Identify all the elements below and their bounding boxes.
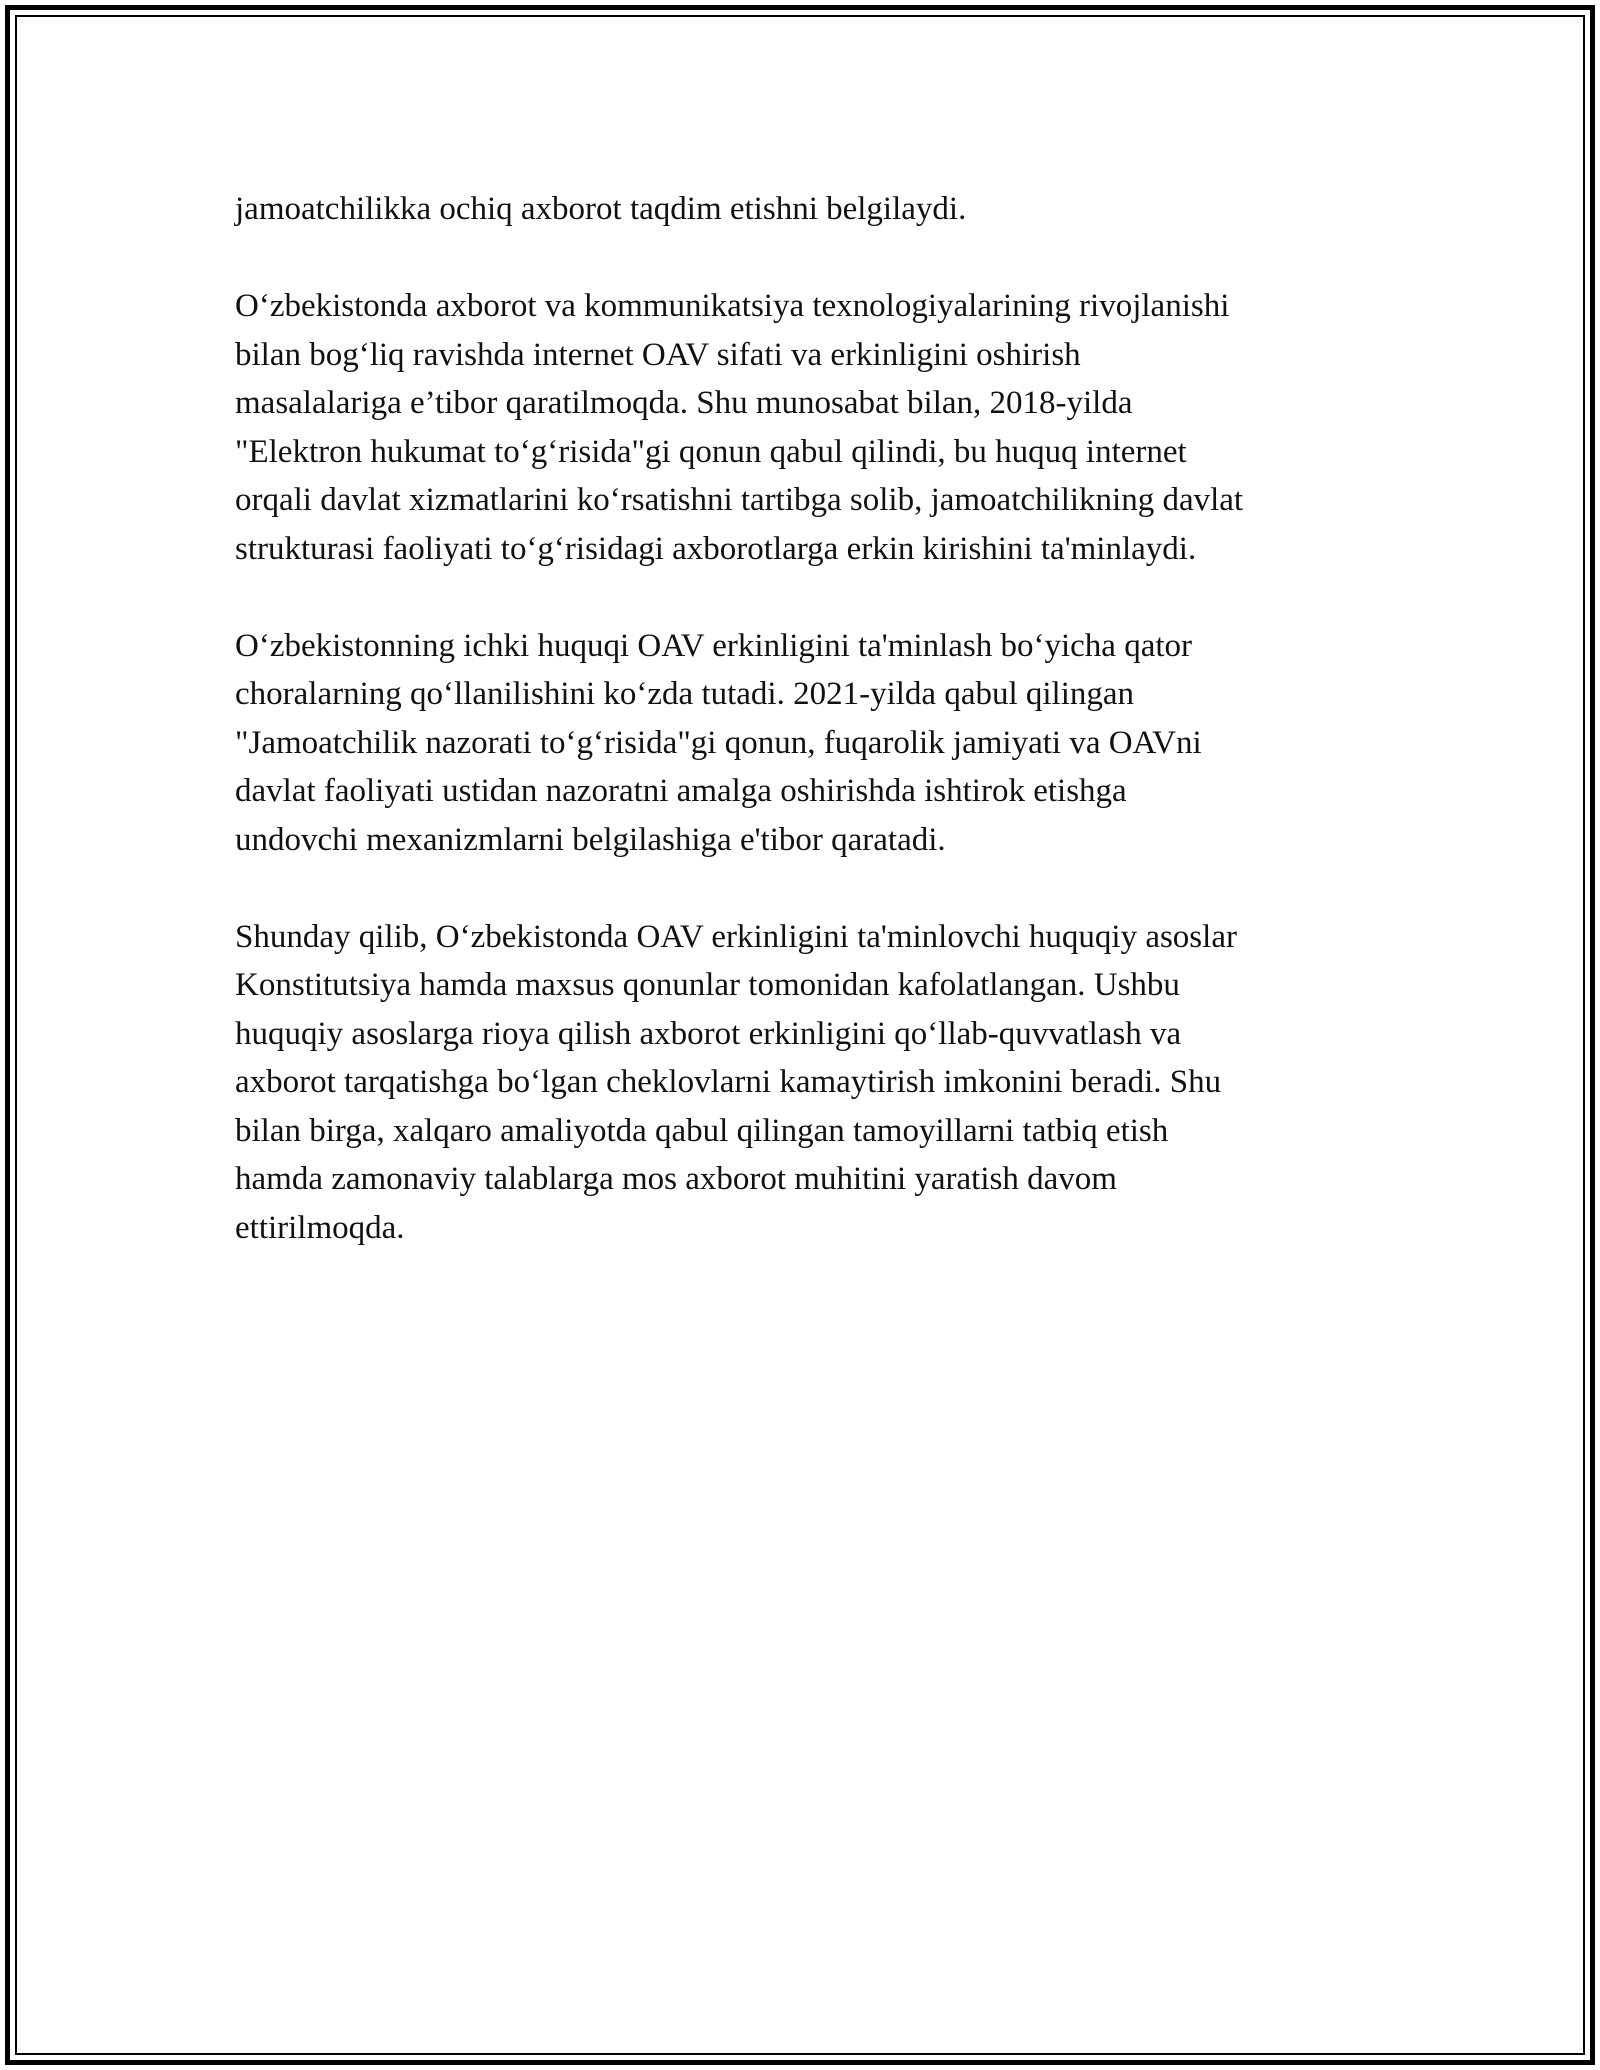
text-line: strukturasi faoliyati to‘g‘risidagi axborotlarga erkin kirishini ta'minlaydi.: [235, 530, 1197, 567]
text-line: "Elektron hukumat to‘g‘risida"gi qonun qabul qilindi, bu huquq internet: [235, 433, 1187, 470]
paragraph-3: [235, 622, 1385, 865]
text-line: jamoatchilikka ochiq axborot taqdim etishni belgilaydi.: [235, 191, 967, 227]
paragraph-4: [235, 913, 1385, 1253]
text-line: hamda zamonaviy talablarga mos axborot muhitini yaratish davom: [235, 1161, 1117, 1197]
text-line: huquqiy asoslarga rioya qilish axborot erkinligini qo‘llab-quvvatlash va: [235, 1015, 1182, 1052]
text-line: axborot tarqatishga bo‘lgan cheklovlarni kamaytirish imkonini beradi. Shu: [235, 1064, 1222, 1100]
paragraph-1: [235, 185, 1385, 234]
text-line: ettirilmoqda.: [235, 1209, 405, 1246]
document-body: [235, 185, 1385, 1301]
paragraph-2: [235, 282, 1385, 573]
text-line: "Jamoatchilik nazorati to‘g‘risida"gi qonun, fuqarolik jamiyati va OAVni: [235, 724, 1202, 761]
text-line: Konstitutsiya hamda maxsus qonunlar tomonidan kafolatlangan. Ushbu: [235, 967, 1180, 1003]
text-line: O‘zbekistonning ichki huquqi OAV erkinligini ta'minlash bo‘yicha qator: [235, 627, 1192, 664]
text-line: masalalariga e’tibor qaratilmoqda. Shu munosabat bilan, 2018-yilda: [235, 385, 1133, 421]
text-line: bilan bog‘liq ravishda internet OAV sifati va erkinligini oshirish: [235, 336, 1081, 373]
text-line: undovchi mexanizmlarni belgilashiga e'tibor qaratadi.: [235, 821, 946, 858]
text-line: davlat faoliyati ustidan nazoratni amalga oshirishda ishtirok etishga: [235, 773, 1127, 809]
text-line: orqali davlat xizmatlarini ko‘rsatishni tartibga solib, jamoatchilikning davlat: [235, 482, 1244, 518]
text-line: choralarning qo‘llanilishini ko‘zda tutadi. 2021-yilda qabul qilingan: [235, 676, 1135, 712]
text-line: O‘zbekistonda axborot va kommunikatsiya texnologiyalarining rivojlanishi: [235, 288, 1230, 324]
text-line: bilan birga, xalqaro amaliyotda qabul qilingan tamoyillarni tatbiq etish: [235, 1112, 1169, 1149]
text-line: Shunday qilib, O‘zbekistonda OAV erkinligini ta'minlovchi huquqiy asoslar: [235, 918, 1237, 955]
